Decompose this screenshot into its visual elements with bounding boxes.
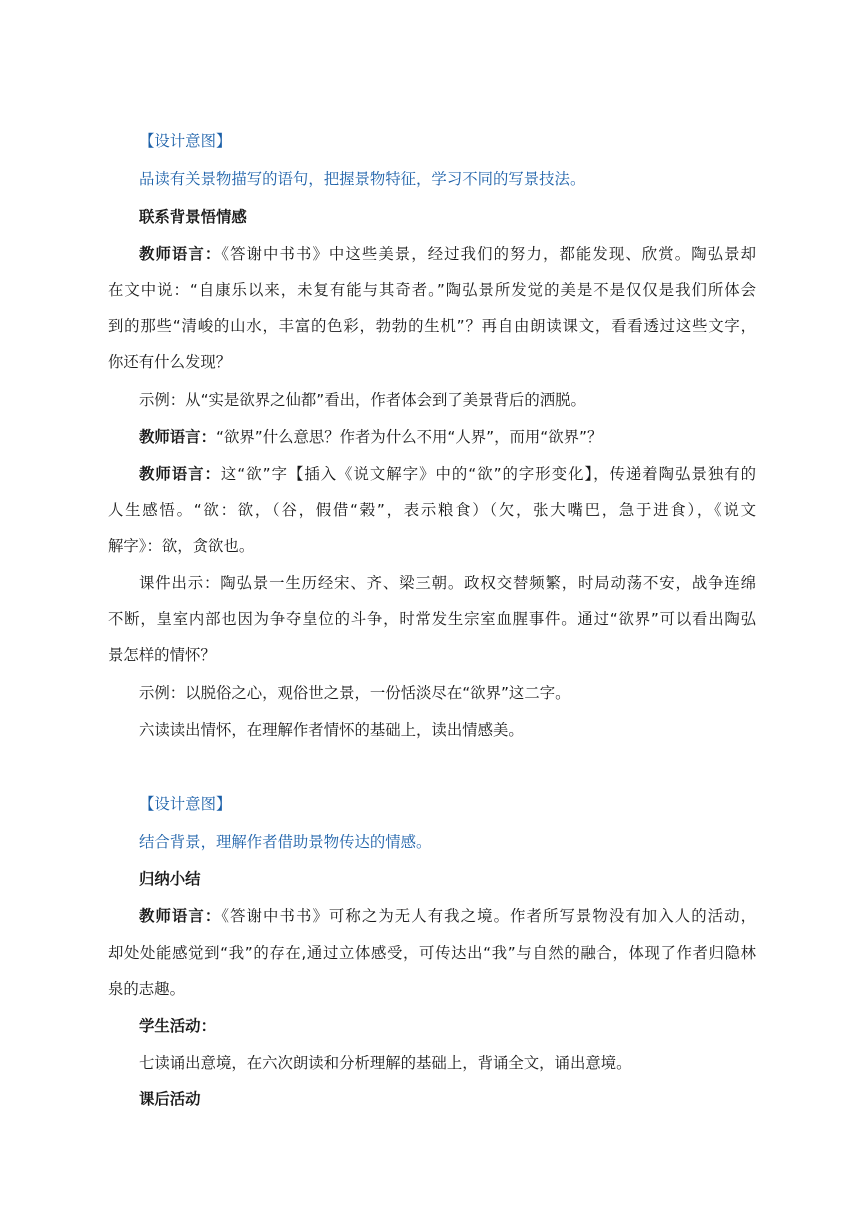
- paragraph-teacher-1-line-1: [139, 244, 756, 264]
- paragraph-text: 这“欲”字【插入《说文解字》中的“欲”的字形变化】，传递着陶弘景独有的: [220, 465, 756, 483]
- paragraph-teacher-4-line-3: 泉的志趣。: [108, 980, 185, 998]
- section-heading-student-activity: 学生活动：: [139, 1017, 216, 1035]
- paragraph-text: “欲界”什么意思？作者为什么不用“人界”，而用“欲界”？: [215, 428, 603, 446]
- paragraph-teacher-4-line-2: 却处处能感觉到“我”的存在,通过立体感受，可传达出“我”与自然的融合，体现了作者归隐林: [108, 944, 756, 962]
- teacher-label: 教师语言：: [139, 428, 216, 446]
- paragraph-text: 《答谢中书书》可称之为无人有我之境。作者所写景物没有加入人的活动，: [221, 907, 756, 925]
- paragraph-teacher-3-line-3: 解字》：欲，贪欲也。: [108, 537, 255, 555]
- design-intent-heading-2: 【设计意图】: [139, 795, 232, 813]
- paragraph-teacher-1-line-3: 到的那些“清峻的山水，丰富的色彩，勃勃的生机”？再自由朗读课文，看看透过这些文字，: [108, 317, 756, 335]
- paragraph-teacher-2: [139, 427, 756, 447]
- design-intent-text: 品读有关景物描写的语句，把握景物特征，学习不同的写景技法。: [139, 170, 586, 188]
- section-heading-summary: 归纳小结: [139, 870, 201, 888]
- teacher-label: 教师语言：: [139, 907, 222, 925]
- paragraph-teacher-1-line-4: 你还有什么发现？: [108, 353, 232, 371]
- paragraph-text: 《答谢中书书》中这些美景，经过我们的努力，都能发现、欣赏。陶弘景却: [221, 245, 756, 263]
- paragraph-teacher-4-line-1: [139, 906, 756, 926]
- courseware-line-3: 景怎样的情怀？: [108, 646, 216, 664]
- paragraph-teacher-3-line-1: [139, 464, 756, 484]
- six-reading-text: 六读读出情怀，在理解作者情怀的基础上，读出情感美。: [139, 721, 524, 739]
- section-heading-connect-background: 联系背景悟情感: [139, 208, 247, 226]
- courseware-line-2: 不断，皇室内部也因为争夺皇位的斗争，时常发生宗室血腥事件。通过“欲界”可以看出陶弘: [108, 610, 756, 628]
- paragraph-teacher-1-line-2: 在文中说：“自康乐以来，未复有能与其奇者。”陶弘景所发觉的美是不是仅仅是我们所体会: [108, 281, 756, 299]
- teacher-label: 教师语言：: [139, 465, 221, 483]
- example-2: 示例：以脱俗之心，观俗世之景，一份恬淡尽在“欲界”这二字。: [139, 684, 571, 702]
- teacher-label: 教师语言：: [139, 245, 222, 263]
- section-heading-after-class: 课后活动: [139, 1090, 201, 1108]
- example-1: 示例：从“实是欲界之仙都”看出，作者体会到了美景背后的洒脱。: [139, 391, 586, 409]
- seven-reading-text: 七读诵出意境，在六次朗读和分析理解的基础上，背诵全文，诵出意境。: [139, 1054, 632, 1072]
- design-intent-heading: 【设计意图】: [139, 132, 232, 150]
- courseware-line-1: 课件出示：陶弘景一生历经宋、齐、梁三朝。政权交替频繁，时局动荡不安，战争连绵: [139, 574, 756, 592]
- design-intent-text-2: 结合背景，理解作者借助景物传达的情感。: [139, 833, 432, 851]
- paragraph-teacher-3-line-2: 人生感悟。“欲：欲，（谷，假借“榖”，表示粮食）（欠，张大嘴巴，急于进食），《说文: [108, 501, 756, 519]
